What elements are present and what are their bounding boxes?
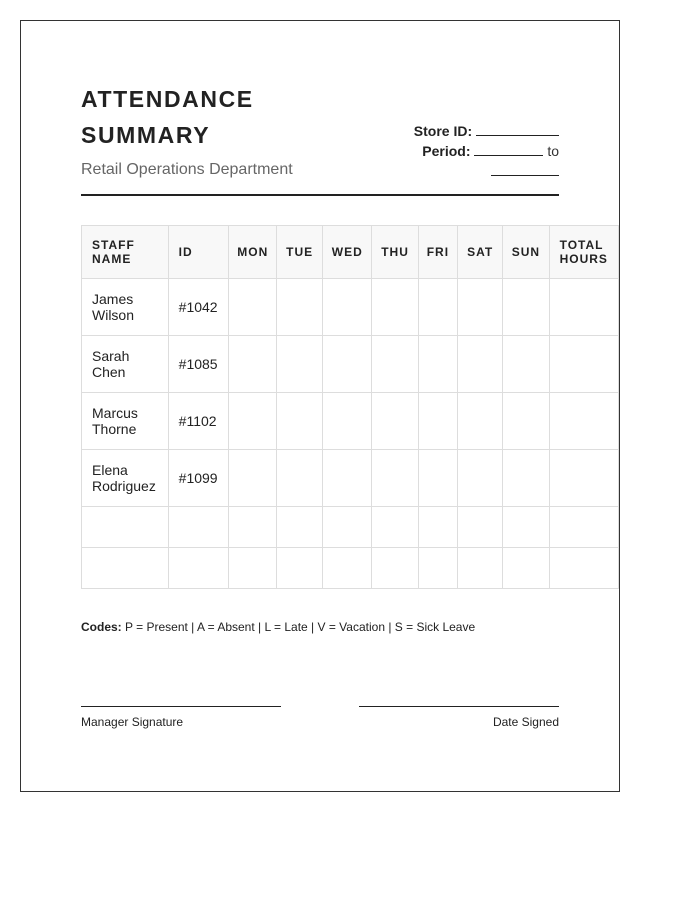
period-start-blank[interactable] [474, 142, 543, 156]
tue-cell[interactable] [277, 450, 323, 507]
tue-cell[interactable] [277, 393, 323, 450]
manager-signature-line[interactable] [81, 706, 281, 707]
thu-cell[interactable] [372, 279, 418, 336]
table-row [82, 336, 619, 393]
sat-cell[interactable] [458, 507, 503, 548]
period-end-row [359, 161, 559, 181]
mon-cell[interactable] [229, 279, 277, 336]
table-row [82, 279, 619, 336]
thu-cell[interactable] [372, 336, 418, 393]
fri-cell[interactable] [418, 450, 457, 507]
tue-cell[interactable] [277, 548, 323, 589]
sun-cell[interactable] [503, 548, 549, 589]
mon-cell[interactable] [229, 336, 277, 393]
column-header-id: ID [168, 226, 229, 279]
mon-cell[interactable] [229, 548, 277, 589]
form-header [81, 81, 559, 196]
thu-cell[interactable] [372, 450, 418, 507]
total-hours-cell[interactable] [549, 393, 618, 450]
total-hours-cell[interactable] [549, 279, 618, 336]
codes-label: Codes: [81, 620, 122, 634]
column-header-wed: WED [323, 226, 372, 279]
fri-cell[interactable] [418, 336, 457, 393]
tue-cell[interactable] [277, 336, 323, 393]
sun-cell[interactable] [503, 507, 549, 548]
sun-cell[interactable] [503, 393, 549, 450]
column-header-mon: MON [229, 226, 277, 279]
total-hours-cell[interactable] [549, 548, 618, 589]
table-row-empty [82, 548, 619, 589]
date-signed-line[interactable] [359, 706, 559, 707]
attendance-table [81, 225, 619, 589]
total-hours-cell[interactable] [549, 507, 618, 548]
attendance-form-sheet [20, 20, 620, 792]
sat-cell[interactable] [458, 336, 503, 393]
staff-id-cell: #1099 [168, 450, 229, 507]
column-header-staff-name: STAFF NAME [82, 226, 169, 279]
staff-id-cell[interactable] [168, 548, 229, 589]
staff-id-cell: #1102 [168, 393, 229, 450]
column-header-thu: THU [372, 226, 418, 279]
department-subtitle: Retail Operations Department [81, 161, 293, 178]
tue-cell[interactable] [277, 279, 323, 336]
fri-cell[interactable] [418, 507, 457, 548]
staff-id-cell[interactable] [168, 507, 229, 548]
store-id-row [359, 121, 559, 141]
codes-text: P = Present | A = Absent | L = Late | V = Vacation | S = Sick Leave [125, 620, 476, 634]
mon-cell[interactable] [229, 507, 277, 548]
store-period-block [359, 121, 559, 181]
sat-cell[interactable] [458, 450, 503, 507]
period-row [359, 141, 559, 161]
column-header-total-hours: TOTAL HOURS [549, 226, 618, 279]
total-hours-cell[interactable] [549, 450, 618, 507]
store-id-label: Store ID: [413, 123, 473, 139]
staff-id-cell: #1042 [168, 279, 229, 336]
manager-signature-label: Manager Signature [81, 715, 184, 729]
sun-cell[interactable] [503, 336, 549, 393]
column-header-tue: TUE [277, 226, 323, 279]
staff-name-cell[interactable] [82, 548, 169, 589]
sat-cell[interactable] [458, 548, 503, 589]
column-header-sat: SAT [458, 226, 503, 279]
wed-cell[interactable] [323, 336, 372, 393]
page-title: ATTENDANCE SUMMARY [81, 86, 254, 148]
staff-name-cell: Marcus Thorne [82, 393, 169, 450]
table-row [82, 393, 619, 450]
table-row-empty [82, 507, 619, 548]
total-hours-cell[interactable] [549, 336, 618, 393]
staff-name-cell: Sarah Chen [82, 336, 169, 393]
sun-cell[interactable] [503, 450, 549, 507]
store-id-blank[interactable] [476, 122, 559, 136]
thu-cell[interactable] [372, 393, 418, 450]
table-header-row [82, 226, 619, 279]
attendance-codes-legend [81, 620, 475, 634]
sat-cell[interactable] [458, 393, 503, 450]
mon-cell[interactable] [229, 450, 277, 507]
mon-cell[interactable] [229, 393, 277, 450]
date-signed-label: Date Signed [492, 715, 559, 729]
sun-cell[interactable] [503, 279, 549, 336]
staff-name-cell: James Wilson [82, 279, 169, 336]
wed-cell[interactable] [323, 548, 372, 589]
fri-cell[interactable] [418, 279, 457, 336]
period-end-blank[interactable] [491, 162, 559, 176]
staff-id-cell: #1085 [168, 336, 229, 393]
thu-cell[interactable] [372, 507, 418, 548]
wed-cell[interactable] [323, 450, 372, 507]
fri-cell[interactable] [418, 548, 457, 589]
tue-cell[interactable] [277, 507, 323, 548]
period-label: Period: [422, 143, 471, 159]
wed-cell[interactable] [323, 507, 372, 548]
staff-name-cell[interactable] [82, 507, 169, 548]
period-separator: to [547, 143, 559, 159]
column-header-fri: FRI [418, 226, 457, 279]
fri-cell[interactable] [418, 393, 457, 450]
column-header-sun: SUN [503, 226, 549, 279]
wed-cell[interactable] [323, 393, 372, 450]
table-row [82, 450, 619, 507]
thu-cell[interactable] [372, 548, 418, 589]
wed-cell[interactable] [323, 279, 372, 336]
sat-cell[interactable] [458, 279, 503, 336]
staff-name-cell: Elena Rodriguez [82, 450, 169, 507]
